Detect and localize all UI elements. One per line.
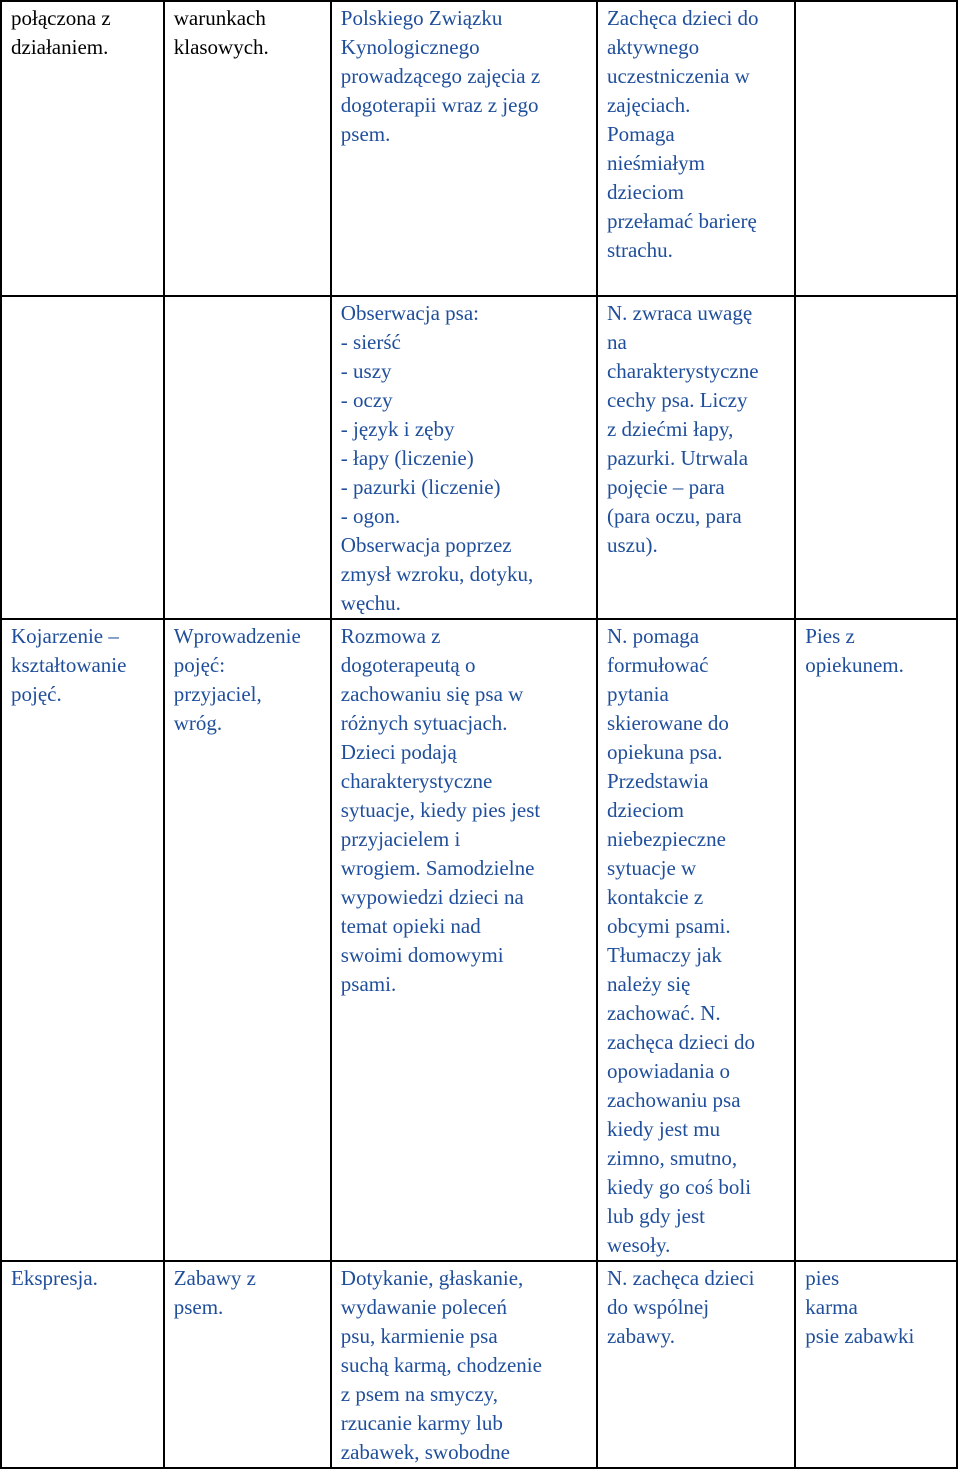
cell-materials [795,1,957,296]
cell-text: N. zachęca dzieci do wspólnej zabawy. [606,1266,755,1348]
cell-text: Wprowadzenie pojęć: przyjaciel, wróg. [173,624,301,735]
cell-topic [164,1,331,296]
cell-activity [331,1,597,296]
table-row [1,619,957,1261]
cell-teacher-role [597,1,795,296]
cell-text: N. pomaga formułować pytania skierowane do opiekuna psa. Przedstawia dzieciom niebezpieczne sytuacje w kontakcie z obcymi psami. Tłumaczy jak należy się zachować. N. zachęca dzieci do opowiadania o zachowaniu psa kiedy jest mu zimno, smutno, kiedy go coś boli lub gdy jest wesoły. [606,624,756,1257]
cell-text: Kojarzenie – kształtowanie pojęć. [11,624,127,706]
cell-teacher-role [597,296,795,619]
cell-text: Ekspresja. [11,1266,98,1290]
cell-topic [164,619,331,1261]
cell-text: pies karma psie zabawki [805,1266,915,1348]
cell-topic [164,296,331,619]
cell-text: Pies z opiekunem. [805,624,904,677]
table-row [1,1,957,296]
cell-text: Polskiego Związku Kynologicznego prowadzącego zajęcia z dogoterapii wraz z jego psem. [340,6,541,146]
cell-stage [1,1,164,296]
cell-materials [795,296,957,619]
cell-materials [795,619,957,1261]
cell-teacher-role [597,1261,795,1468]
cell-text: połączona z działaniem. [11,6,111,59]
cell-activity [331,296,597,619]
cell-text: Dotykanie, głaskanie, wydawanie poleceń psu, karmienie psa suchą karmą, chodzenie z psem na smyczy, rzucanie karmy lub zabawek, swobodne [340,1266,542,1464]
table-row [1,1261,957,1468]
cell-stage [1,296,164,619]
cell-topic [164,1261,331,1468]
cell-text: Obserwacja psa: - sierść - uszy - oczy - język i zęby - łapy (liczenie) - pazurki (liczenie) - ogon. Obserwacja poprzez zmysł wzroku, dotyku, węchu. [340,301,534,615]
cell-stage [1,1261,164,1468]
cell-text: Rozmowa z dogoterapeutą o zachowaniu się psa w różnych sytuacjach. Dzieci podają charakterystyczne sytuacje, kiedy pies jest przyjacielem i wrogiem. Samodzielne wypowiedzi dzieci na temat opieki nad swoimi domowymi psami. [340,624,541,996]
cell-text: Zabawy z psem. [173,1266,256,1319]
cell-activity [331,1261,597,1468]
cell-stage [1,619,164,1261]
table-row [1,296,957,619]
cell-teacher-role [597,619,795,1261]
cell-text: Zachęca dzieci do aktywnego uczestniczenia w zajęciach. Pomaga nieśmiałym dzieciom przełamać barierę strachu. [606,6,759,262]
cell-materials [795,1261,957,1468]
cell-text: N. zwraca uwagę na charakterystyczne cechy psa. Liczy z dziećmi łapy, pazurki. Utrwala pojęcie – para (para oczu, para uszu). [606,301,759,557]
cell-text: warunkach klasowych. [173,6,269,59]
cell-activity [331,619,597,1261]
